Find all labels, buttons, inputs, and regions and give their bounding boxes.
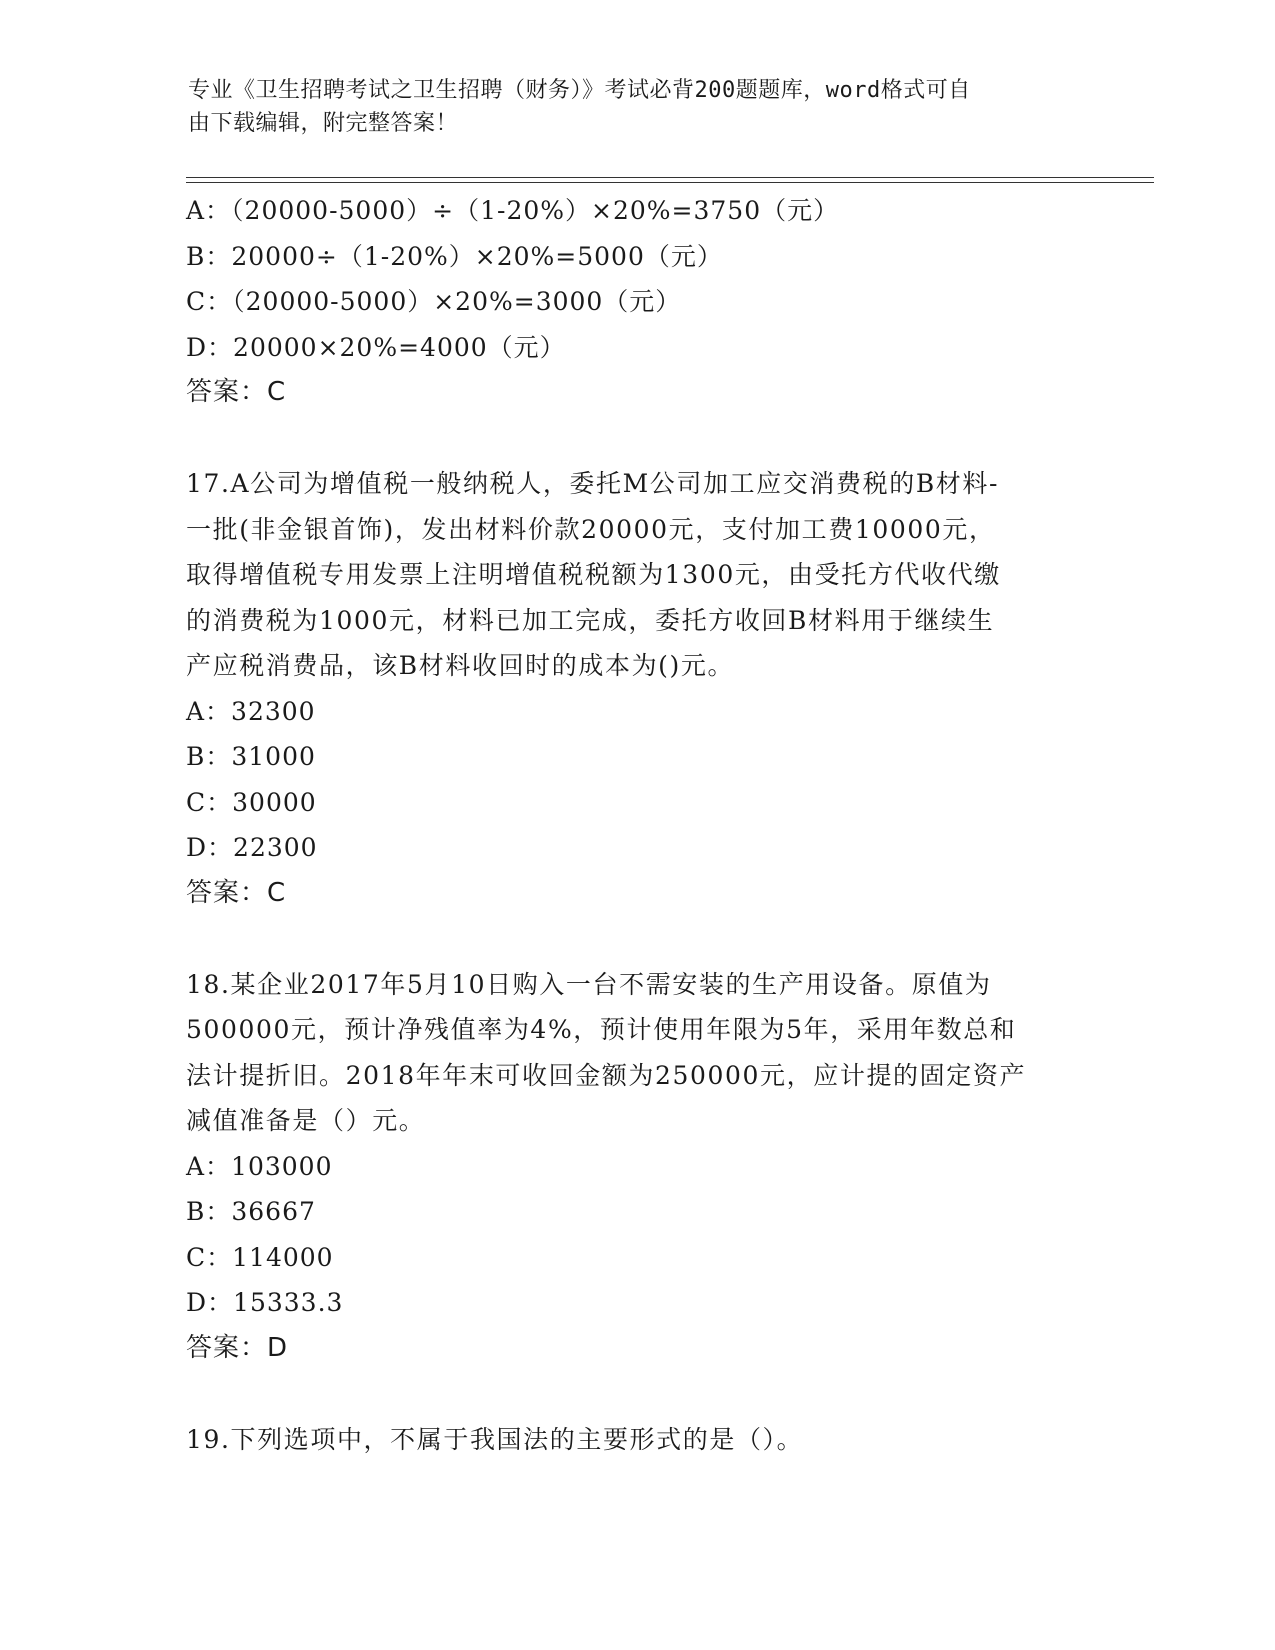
option-a: A：32300 — [186, 696, 316, 726]
question-spacer — [186, 416, 1106, 462]
option-d: D：15333.3 — [186, 1288, 344, 1317]
question-text-line: 的消费税为1000元，材料已加工完成，委托方收回B材料用于继续生 — [186, 605, 995, 635]
question-text-line: 法计提折旧。2018年年末可收回金额为250000元，应计提的固定资产 — [186, 1060, 1027, 1090]
option-d: D：20000×20%=4000（元） — [186, 332, 566, 362]
question-text-line: 19.下列选项中，不属于我国法的主要形式的是（）。 — [186, 1424, 804, 1454]
question-text-line: 取得增值税专用发票上注明增值税税额为1300元，由受托方代收代缴 — [186, 560, 1001, 589]
question-16 — [186, 188, 1106, 416]
question-spacer — [186, 1371, 1106, 1417]
option-b: B：31000 — [186, 742, 316, 771]
option-a: A：（20000-5000）÷（1-20%）×20%=3750（元） — [186, 196, 840, 225]
option-c: C：114000 — [186, 1242, 334, 1272]
question-text-line: 减值准备是（）元。 — [186, 1106, 426, 1135]
question-text-line: 500000元，预计净残值率为4%，预计使用年限为5年，采用年数总和 — [186, 1015, 1017, 1044]
option-d: D：22300 — [186, 833, 318, 862]
question-18 — [186, 962, 1106, 1372]
question-text-line: 产应税消费品，该B材料收回时的成本为()元。 — [186, 651, 735, 680]
question-text-line: 一批(非金银首饰)，发出材料价款20000元，支付加工费10000元， — [186, 514, 996, 544]
header-line-1: 专业《卫生招聘考试之卫生招聘（财务）》考试必背200题题库，word格式可自 — [188, 78, 971, 103]
header-divider-top — [186, 177, 1154, 178]
question-text-line: 18.某企业2017年5月10日购入一台不需安装的生产用设备。原值为 — [186, 969, 992, 999]
question-content — [186, 188, 1106, 1462]
answer: 答案：C — [186, 377, 287, 407]
answer: 答案：D — [186, 1332, 289, 1363]
question-17 — [186, 461, 1106, 916]
answer: 答案：C — [186, 877, 287, 908]
option-b: B：20000÷（1-20%）×20%=5000（元） — [186, 241, 723, 271]
document-header — [188, 74, 1068, 140]
option-c: C：30000 — [186, 787, 317, 817]
header-line-2: 由下载编辑，附完整答案！ — [188, 111, 459, 136]
option-a: A：103000 — [186, 1151, 333, 1181]
question-text-line: 17.A公司为增值税一般纳税人，委托M公司加工应交消费税的B材料- — [186, 469, 1000, 498]
option-b: B：36667 — [186, 1197, 316, 1226]
question-19 — [186, 1417, 1106, 1463]
question-spacer — [186, 916, 1106, 962]
option-c: C：（20000-5000）×20%=3000（元） — [186, 287, 682, 316]
header-divider-bottom — [186, 182, 1154, 183]
